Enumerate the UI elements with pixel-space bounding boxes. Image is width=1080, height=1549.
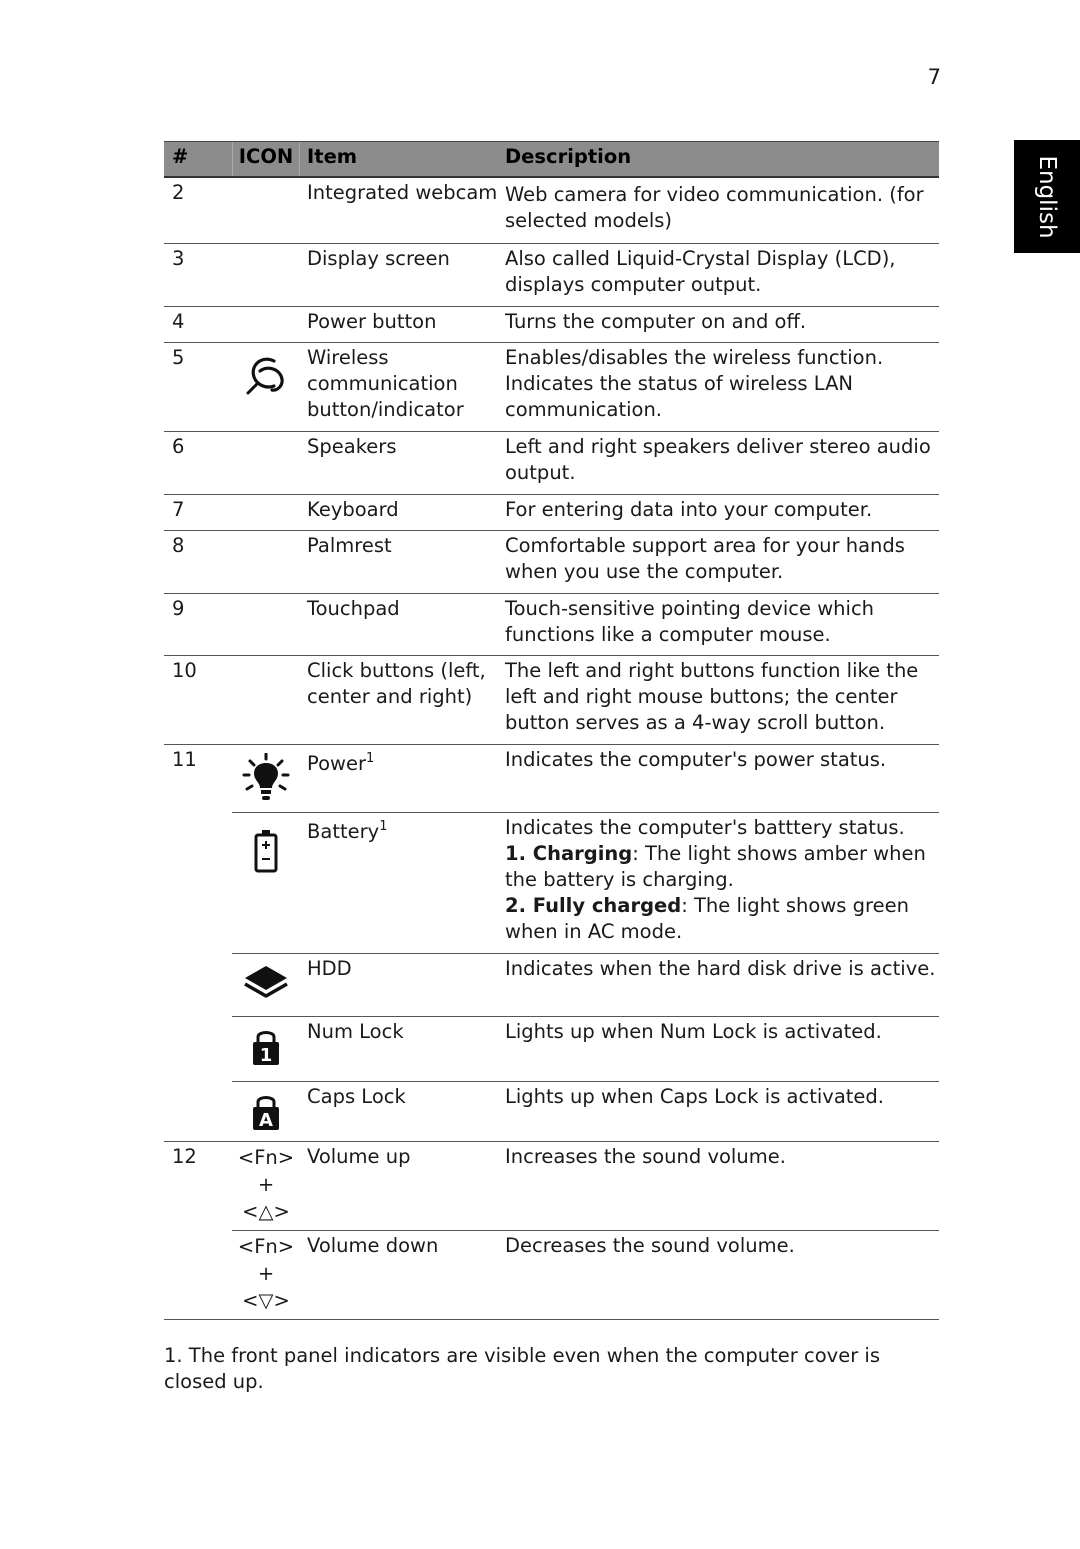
row-num bbox=[164, 1082, 232, 1141]
footnote-ref: 1 bbox=[379, 819, 388, 834]
item-label: Power bbox=[307, 752, 366, 775]
status-text: : The light shows green when in AC mode. bbox=[505, 894, 909, 943]
row-num bbox=[164, 1231, 232, 1319]
row-icon-cell bbox=[232, 432, 300, 494]
row-num: 3 bbox=[172, 247, 185, 270]
row-num bbox=[164, 813, 232, 954]
row-description bbox=[498, 813, 939, 954]
row-icon-cell bbox=[232, 531, 300, 593]
row-icon-cell bbox=[232, 594, 300, 655]
description-text: Indicates the computer's batttery status. bbox=[505, 816, 905, 839]
row-icon-cell bbox=[232, 1017, 300, 1082]
caps-lock-icon bbox=[250, 1092, 282, 1132]
row-description: Turns the computer on and off. bbox=[505, 310, 807, 333]
header-icon: ICON bbox=[232, 142, 300, 176]
row-description: Also called Liquid-Crystal Display (LCD), displays computer output. bbox=[505, 247, 896, 296]
key-combo bbox=[232, 1142, 300, 1231]
status-label: 1. Charging bbox=[505, 842, 633, 865]
row-num: 8 bbox=[172, 534, 185, 557]
row-description: The left and right buttons function like the left and right mouse buttons; the center button serves as a 4-way scroll button. bbox=[505, 659, 919, 734]
footnote: 1. The front panel indicators are visible even when the computer cover is closed up. bbox=[164, 1344, 880, 1393]
row-item: Caps Lock bbox=[307, 1085, 406, 1108]
table-row bbox=[164, 178, 939, 244]
row-icon-cell bbox=[232, 244, 300, 306]
battery-icon bbox=[254, 829, 278, 873]
wireless-icon bbox=[244, 353, 288, 397]
num-lock-icon bbox=[250, 1027, 282, 1067]
table-row bbox=[164, 343, 939, 432]
table-row bbox=[164, 1082, 939, 1142]
table-row bbox=[164, 307, 939, 343]
row-item: Keyboard bbox=[307, 498, 399, 521]
svg-text:1: 1 bbox=[259, 1045, 273, 1066]
table-row bbox=[164, 656, 939, 745]
row-description: Decreases the sound volume. bbox=[505, 1234, 795, 1257]
row-icon-cell bbox=[232, 954, 300, 1017]
row-description: Indicates when the hard disk drive is active. bbox=[505, 957, 936, 980]
table-row bbox=[164, 813, 939, 954]
table-header bbox=[164, 141, 939, 178]
header-num: # bbox=[172, 145, 189, 168]
row-icon-cell bbox=[232, 178, 300, 243]
row-icon-cell bbox=[232, 343, 300, 431]
hdd-icon bbox=[243, 964, 289, 1002]
row-num bbox=[164, 1017, 232, 1082]
row-num: 6 bbox=[172, 435, 185, 458]
row-description: Lights up when Num Lock is activated. bbox=[505, 1020, 882, 1043]
status-detail bbox=[505, 893, 939, 945]
table-row bbox=[164, 531, 939, 594]
row-icon-cell bbox=[232, 307, 300, 342]
row-description: Web camera for video communication. (for selected models) bbox=[505, 183, 924, 232]
row-icon-cell bbox=[232, 1082, 300, 1141]
row-item: Palmrest bbox=[307, 534, 392, 557]
up-arrow-key-label: <△> bbox=[242, 1200, 290, 1223]
table-row bbox=[164, 432, 939, 495]
table-row bbox=[164, 1231, 939, 1320]
language-tab-label: English bbox=[1034, 154, 1060, 239]
plus-sign: + bbox=[257, 1262, 275, 1285]
row-icon-cell bbox=[232, 745, 300, 813]
key-combo bbox=[232, 1231, 300, 1319]
table-row bbox=[164, 745, 939, 813]
plus-sign: + bbox=[257, 1173, 275, 1196]
row-description: For entering data into your computer. bbox=[505, 498, 873, 521]
row-num: 2 bbox=[172, 181, 185, 204]
row-item: Click buttons (left, center and right) bbox=[307, 659, 486, 708]
row-item: Touchpad bbox=[307, 597, 400, 620]
row-num: 12 bbox=[172, 1145, 197, 1168]
table-row bbox=[164, 495, 939, 531]
row-item: Num Lock bbox=[307, 1020, 404, 1043]
table-row bbox=[164, 1017, 939, 1082]
row-icon-cell bbox=[232, 656, 300, 744]
row-description: Comfortable support area for your hands when you use the computer. bbox=[505, 534, 905, 583]
spec-table bbox=[164, 141, 939, 1320]
table-row bbox=[164, 594, 939, 656]
row-description: Indicates the computer's power status. bbox=[505, 748, 887, 771]
svg-text:A: A bbox=[259, 1110, 273, 1131]
row-num: 9 bbox=[172, 597, 185, 620]
item-label: Battery bbox=[307, 820, 380, 843]
row-num bbox=[164, 954, 232, 1017]
header-item: Item bbox=[307, 145, 358, 168]
row-description: Touch-sensitive pointing device which functions like a computer mouse. bbox=[505, 597, 875, 646]
row-item bbox=[300, 813, 498, 954]
table-row bbox=[164, 954, 939, 1017]
row-num: 5 bbox=[172, 346, 185, 369]
fn-key-label: <Fn> bbox=[237, 1235, 295, 1258]
fn-key-label: <Fn> bbox=[237, 1146, 295, 1169]
row-description: Lights up when Caps Lock is activated. bbox=[505, 1085, 885, 1108]
down-arrow-key-label: <▽> bbox=[242, 1289, 290, 1312]
row-item: Speakers bbox=[307, 435, 397, 458]
row-item: Volume up bbox=[307, 1145, 411, 1168]
header-description: Description bbox=[505, 145, 632, 168]
status-detail bbox=[505, 841, 939, 893]
row-description: Left and right speakers deliver stereo audio output. bbox=[505, 435, 931, 484]
row-num: 11 bbox=[172, 748, 197, 771]
table-row bbox=[164, 244, 939, 307]
status-label: 2. Fully charged bbox=[505, 894, 682, 917]
row-num: 4 bbox=[172, 310, 185, 333]
row-num: 10 bbox=[172, 659, 197, 682]
row-num: 7 bbox=[172, 498, 185, 521]
row-item: Display screen bbox=[307, 247, 450, 270]
page-number: 7 bbox=[927, 65, 941, 89]
row-item: Power button bbox=[307, 310, 437, 333]
table-row bbox=[164, 1142, 939, 1231]
status-text: : The light shows amber when the battery is charging. bbox=[505, 842, 926, 891]
row-description: Enables/disables the wireless function. Indicates the status of wireless LAN communication. bbox=[505, 346, 884, 421]
row-description: Increases the sound volume. bbox=[505, 1145, 786, 1168]
footnote-ref: 1 bbox=[365, 751, 375, 766]
row-item: HDD bbox=[307, 957, 352, 980]
row-item bbox=[300, 745, 498, 813]
row-item: Integrated webcam bbox=[307, 181, 498, 204]
row-icon-cell bbox=[232, 813, 300, 954]
row-item: Wireless communication button/indicator bbox=[307, 346, 464, 421]
row-item: Volume down bbox=[307, 1234, 439, 1257]
language-tab bbox=[1014, 140, 1080, 253]
power-light-icon bbox=[242, 753, 290, 805]
row-icon-cell bbox=[232, 495, 300, 530]
